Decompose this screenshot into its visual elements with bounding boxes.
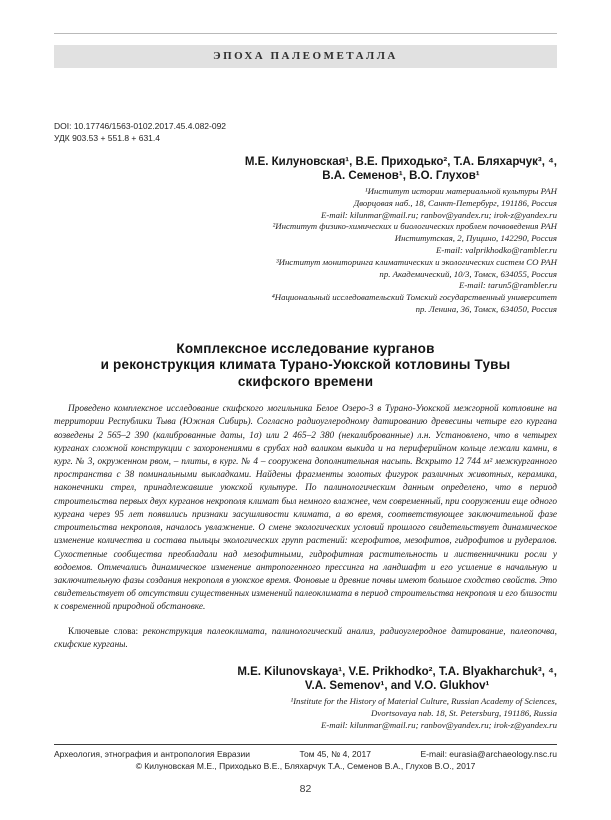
doi-line: DOI: 10.17746/1563-0102.2017.45.4.082-092 <box>54 121 227 131</box>
affiliation-line-ru: E-mail: valprikhodko@rambler.ru <box>436 244 557 255</box>
affiliation-line-ru: Дворцовая наб., 18, Санкт-Петербург, 191186, Россия <box>353 197 557 208</box>
authors-en-block <box>237 665 557 693</box>
journal-email: E-mail: eurasia@archaeology.nsc.ru <box>420 749 557 759</box>
affiliation-line-ru: E-mail: tarun5@rambler.ru <box>458 280 557 291</box>
header-divider <box>54 33 557 34</box>
author-line-ru: М.Е. Килуновская¹, В.Е. Приходько², Т.А. Бляхарчук³, ⁴, <box>244 156 557 168</box>
affiliation-line-en: Dvortsovaya nab. 18, St. Petersburg, 191186, Russia <box>371 707 557 718</box>
section-banner-title: ЭПОХА ПАЛЕОМЕТАЛЛА <box>213 50 398 62</box>
footer-journal-line <box>54 749 557 759</box>
volume-info: Том 45, № 4, 2017 <box>299 749 371 759</box>
author-line-ru: В.А. Семенов¹, В.О. Глухов¹ <box>322 170 480 182</box>
page-content <box>0 33 611 731</box>
abstract-paragraph: Проведено комплексное исследование скифского могильника Белое Озеро-3 в Турано-Уюкской межгорной котловине на территории Республики Тыва (Южная Сибирь). Согласно радиоуглеродному датированию древесины четыре его кургана возведены 2 565–2 390 (калиброванные даты, 1σ) или 2 465–2 380 (некалиброванные) л.н. Установлено, что в четырех курганах сложной конструкции с захоронениями в срубах над валиком выкида и на периферийном кольце лежали камни, в кург. № 3, окруженном рвом, – плиты, в кург. № 4 – сооружена дополнительная насыпь. Вскрыто 12 744 м² межкурганного пространства с 38 поминальными выкладками. Найдены фрагменты золотых фигурок различных животных, керамика, наконечники стрел, принадлежавшие уюкской культуре. По палинологическим данным определено, что в период строительства первых двух курганов некрополя климат был немного влажнее, чем современный, при сооружении еще одного кургана через 95 лет появились признаки засушливости климата, а во время, соответствующее заключительной фазе строительства некрополя, началось увлажнение. О смене экологических условий прошлого свидетельствует динамическое изменение количества и состава пыльцы экологических групп растений: ксерофитов, мезофитов, гидрофитов и рудералов. Сухостепные сообщества преобладали над мезофитными, гидрофитная растительность и лиственничники росли у водоемов. Отмечались динамическое изменение антропогенного прессинга на ландшафт и его усиление в начальную и заключительную фазы создания некрополя в уюкское время. Фоновые и древние почвы имеют большое сходство свойств. Это свидетельствует об отсутствии существенных изменений палеоклимата в период строительства некрополя и его близости к современной природной обстановке. <box>54 404 557 613</box>
article-title-line: и реконструкция климата Турано-Уюкской котловины Тувы <box>100 357 511 373</box>
affiliation-line-ru: пр. Академический, 10/3, Томск, 634055, Россия <box>379 268 557 279</box>
affiliation-line-ru: ³Институт мониторинга климатических и экологических систем СО РАН <box>275 256 557 267</box>
article-title-line: Комплексное исследование курганов <box>176 340 435 356</box>
udk-line: УДК 903.53 + 551.8 + 631.4 <box>54 133 161 143</box>
author-line-en: M.E. Kilunovskaya¹, V.E. Prikhodko², T.A. Blyakharchuk³, ⁴, <box>237 665 557 678</box>
article-title <box>54 341 557 391</box>
affiliations-ru-block <box>54 186 557 316</box>
section-banner <box>54 45 557 68</box>
affiliation-line-ru: пр. Ленина, 36, Томск, 634050, Россия <box>415 303 557 314</box>
footer-divider <box>54 744 557 745</box>
authors-ru-block <box>245 155 557 183</box>
keywords-text: реконструкция палеоклимата, палинологический анализ, радиоуглеродное датирование, палеопочва, скифские курганы. <box>54 626 558 650</box>
affiliation-line-ru: E-mail: kilunmar@mail.ru; ranbov@yandex.ru; irok-z@yandex.ru <box>320 209 557 220</box>
keywords-label: Ключевые слова: <box>68 626 139 637</box>
keywords-paragraph <box>54 626 557 652</box>
affiliation-line-ru: ⁴Национальный исследовательский Томский государственный университет <box>271 292 557 303</box>
affiliation-line-en: ¹Institute for the History of Material Culture, Russian Academy of Sciences, <box>290 695 557 706</box>
affiliations-en-block <box>54 696 557 731</box>
author-line-en: V.A. Semenov¹, and V.O. Glukhov¹ <box>304 679 490 692</box>
article-title-line: скифского времени <box>237 373 374 389</box>
affiliation-line-ru: ²Институт физико-химических и биологических проблем почвоведения РАН <box>272 221 557 232</box>
copyright-line: © Килуновская М.Е., Приходько В.Е., Бляхарчук Т.А., Семенов В.А., Глухов В.О., 2017 <box>135 761 476 771</box>
page-number: 82 <box>299 783 312 795</box>
article-meta <box>54 120 557 144</box>
affiliation-line-ru: ¹Институт истории материальной культуры РАН <box>364 186 557 196</box>
journal-name: Археология, этнография и антропология Евразии <box>54 749 250 759</box>
affiliation-line-en: E-mail: kilunmar@mail.ru; ranbov@yandex.ru; irok-z@yandex.ru <box>320 719 557 730</box>
affiliation-line-ru: Институтская, 2, Пущино, 142290, Россия <box>394 233 557 244</box>
